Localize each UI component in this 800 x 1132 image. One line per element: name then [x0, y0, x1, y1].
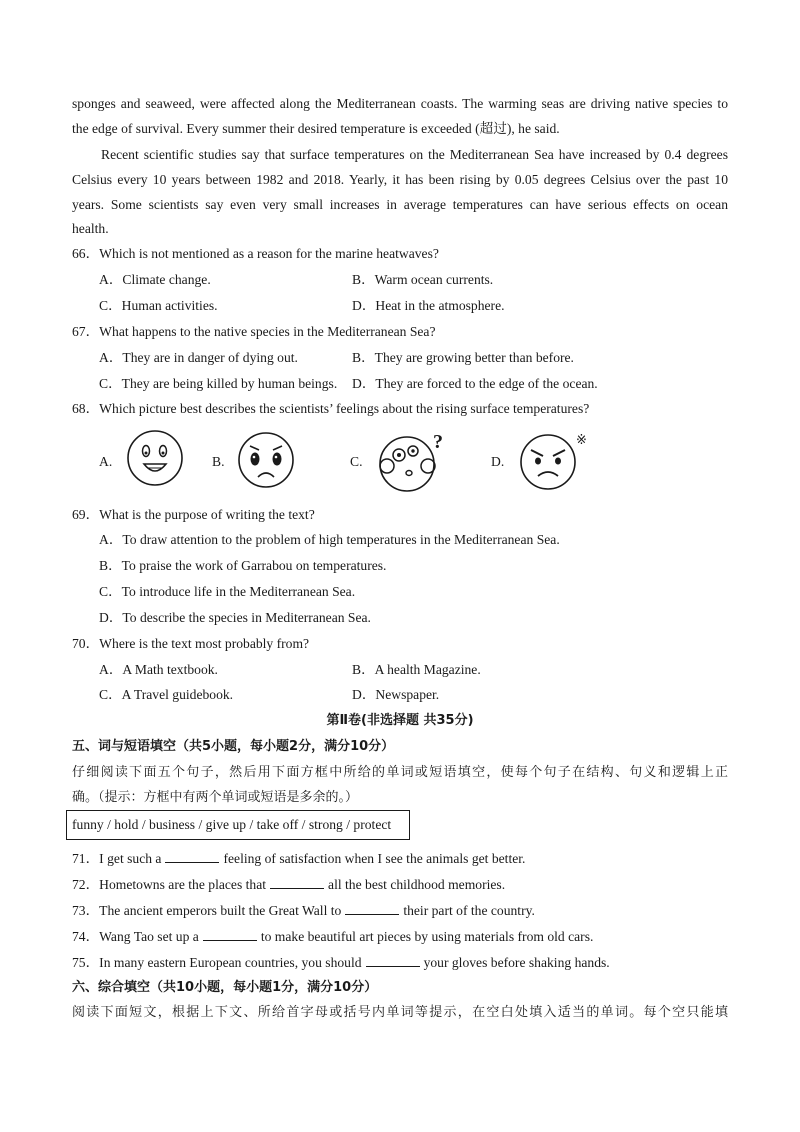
q70-option-a[interactable]: A．A Math textbook.: [99, 662, 218, 677]
q68-option-a[interactable]: A.: [99, 454, 113, 469]
part6-heading: 六、综合填空（共10小题，每小题1分，满分10分）: [72, 980, 378, 995]
q66-option-a[interactable]: A．Climate change.: [99, 272, 211, 287]
sentence-text: their part of the country.: [403, 903, 535, 918]
q67-option-b[interactable]: B．They are growing better than before.: [352, 350, 574, 365]
q67-option-c[interactable]: C．They are being killed by human beings.: [99, 376, 338, 391]
passage-line: Celsius every 10 years between 1982 and 2018. Yearly, it has been rising by 0.05 degrees Celsius over the past 10: [72, 172, 728, 187]
answer-blank[interactable]: [270, 875, 324, 889]
sentence-text: your gloves before shaking hands.: [423, 955, 610, 970]
anger-mark-icon: ※: [576, 433, 587, 448]
passage-line: years. Some scientists say even very small increases in average temperatures can have serious effects on ocean: [72, 197, 728, 212]
part5-instructions-line: 确。（提示：方框中有两个单词或短语是多余的。）: [72, 790, 359, 805]
happy-face-icon: [125, 428, 185, 488]
q70-option-d[interactable]: D．Newspaper.: [352, 687, 440, 702]
q67-option-a[interactable]: A．They are in danger of dying out.: [99, 350, 298, 365]
q69-option-d[interactable]: D．To describe the species in Mediterranean Sea.: [99, 610, 371, 625]
q69-option-b[interactable]: B．To praise the work of Garrabou on temperatures.: [99, 558, 387, 573]
answer-blank[interactable]: [366, 953, 420, 967]
q66-option-d[interactable]: D．Heat in the atmosphere.: [352, 298, 505, 313]
sentence-text: to make beautiful art pieces by using materials from old cars.: [260, 929, 594, 944]
q68-option-b[interactable]: B.: [212, 454, 225, 469]
question-66-stem: 66．Which is not mentioned as a reason for the marine heatwaves?: [72, 246, 439, 261]
q66-option-c[interactable]: C．Human activities.: [99, 298, 218, 313]
q67-option-d[interactable]: D．They are forced to the edge of the ocean.: [352, 376, 598, 391]
question-70-stem: 70．Where is the text most probably from?: [72, 636, 310, 651]
q68-option-d[interactable]: D.: [491, 454, 505, 469]
q70-option-b[interactable]: B．A health Magazine.: [352, 662, 481, 677]
answer-blank[interactable]: [203, 927, 257, 941]
sentence-text: feeling of satisfaction when I see the animals get better.: [223, 851, 526, 866]
q69-option-a[interactable]: A．To draw attention to the problem of high temperatures in the Mediterranean Sea.: [99, 532, 560, 547]
sentence-72: [72, 875, 728, 894]
confused-face-icon: [373, 430, 449, 494]
q66-option-b[interactable]: B．Warm ocean currents.: [352, 272, 494, 287]
sentence-text: 73．The ancient emperors built the Great Wall to: [72, 903, 342, 918]
sentence-text: 75．In many eastern European countries, you should: [72, 955, 362, 970]
question-67-stem: 67．What happens to the native species in the Mediterranean Sea?: [72, 324, 436, 339]
q69-option-c[interactable]: C．To introduce life in the Mediterranean Sea.: [99, 584, 356, 599]
passage-line: Recent scientific studies say that surface temperatures on the Mediterranean Sea have increased by 0.4 degrees: [101, 147, 728, 162]
q70-option-c[interactable]: C．A Travel guidebook.: [99, 687, 234, 702]
passage-line: health.: [72, 221, 109, 236]
question-69-stem: 69．What is the purpose of writing the text?: [72, 507, 315, 522]
q68-option-c[interactable]: C.: [350, 454, 363, 469]
section-title: 第Ⅱ卷(非选择题 共35分): [326, 713, 474, 728]
passage-line: the edge of survival. Every summer their desired temperature is exceeded (超过), he said.: [72, 121, 560, 136]
angry-face-icon: [516, 428, 596, 492]
sentence-text: all the best childhood memories.: [328, 877, 506, 892]
answer-blank[interactable]: [165, 849, 219, 863]
passage-line: sponges and seaweed, were affected along the Mediterranean coasts. The warming seas are driving native species to: [72, 96, 728, 111]
sentence-75: [72, 953, 728, 972]
sad-face-icon: [236, 430, 296, 490]
answer-blank[interactable]: [345, 901, 399, 915]
sentence-text: 74．Wang Tao set up a: [72, 929, 199, 944]
question-68-stem: 68．Which picture best describes the scientists’ feelings about the rising surface temperatures?: [72, 401, 590, 416]
word-bank-box: funny / hold / business / give up / take off / strong / protect: [66, 810, 410, 840]
part6-instructions-line: 阅读下面短文，根据上下文、所给首字母或括号内单词等提示，在空白处填入适当的单词。每个空只能填: [72, 1005, 728, 1020]
question-mark-icon: ?: [433, 431, 443, 453]
sentence-text: 72．Hometowns are the places that: [72, 877, 267, 892]
sentence-73: [72, 901, 728, 920]
sentence-text: 71．I get such a: [72, 851, 162, 866]
sentence-74: [72, 927, 728, 946]
part5-heading: 五、词与短语填空（共5小题，每小题2分，满分10分）: [72, 739, 395, 754]
part5-instructions-line: 仔细阅读下面五个句子，然后用下面方框中所给的单词或短语填空，使每个句子在结构、句义和逻辑上正: [72, 765, 728, 780]
sentence-71: [72, 849, 728, 868]
